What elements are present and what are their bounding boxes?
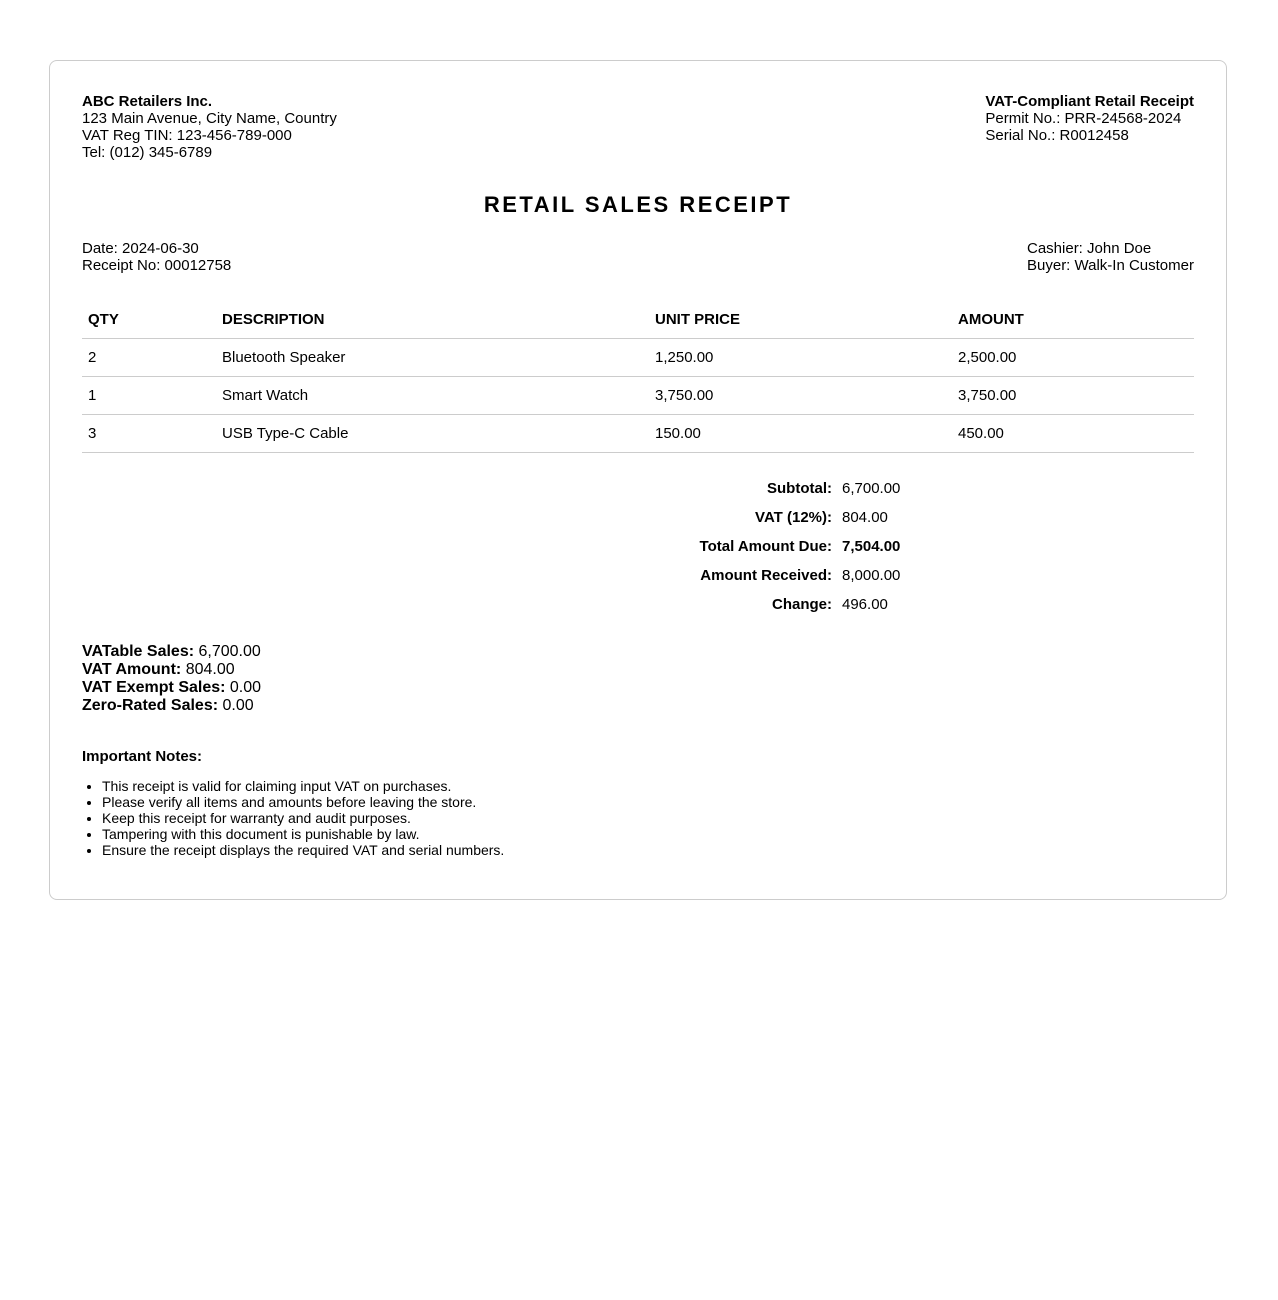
seller-name: ABC Retailers Inc. — [82, 93, 213, 110]
page-title: RETAIL SALES RECEIPT — [483, 192, 793, 217]
cell-description: Smart Watch — [216, 377, 649, 415]
seller-address: 123 Main Avenue, City Name, Country — [82, 110, 337, 127]
total-due-row — [661, 532, 1194, 561]
subtotal-label: Subtotal: — [767, 480, 832, 497]
table-header-row — [82, 301, 1194, 339]
amount-received-value: 8,000.00 — [842, 567, 901, 584]
permit-number: Permit No.: PRR-24568-2024 — [985, 110, 1182, 127]
vatable-sales-value: 6,700.00 — [198, 643, 261, 660]
meta-right — [1027, 240, 1194, 274]
vatable-sales — [82, 643, 1194, 661]
cell-description: Bluetooth Speaker — [216, 339, 649, 377]
receipt-header — [82, 93, 1194, 161]
buyer: Buyer: Walk-In Customer — [1027, 257, 1194, 274]
seller-tel: Tel: (012) 345-6789 — [82, 144, 213, 161]
receipt-number: Receipt No: 00012758 — [82, 257, 232, 274]
amount-received-label: Amount Received: — [700, 567, 832, 584]
receipt-meta — [82, 240, 1194, 274]
vat-exempt-sales-value: 0.00 — [229, 679, 262, 696]
column-header-description: DESCRIPTION — [216, 301, 649, 339]
table-row — [82, 377, 1194, 415]
cell-description: USB Type-C Cable — [216, 415, 649, 453]
change-row — [661, 590, 1194, 619]
cell-unit-price: 3,750.00 — [649, 377, 952, 415]
total-due-value: 7,504.00 — [842, 538, 901, 555]
column-header-unit-price: UNIT PRICE — [649, 301, 952, 339]
vat-amount-label: VAT Amount: — [82, 661, 182, 678]
totals-section — [661, 474, 1194, 619]
vat-exempt-sales-label: VAT Exempt Sales: — [82, 679, 226, 696]
subtotal-row — [661, 474, 1194, 503]
cell-qty: 2 — [82, 339, 216, 377]
list-item: • Keep this receipt for warranty and audit purposes. — [102, 810, 1194, 826]
column-header-qty: QTY — [82, 301, 216, 339]
cell-amount: 2,500.00 — [952, 339, 1194, 377]
change-value: 496.00 — [842, 596, 888, 613]
items-table — [82, 301, 1194, 453]
zero-rated-sales-value: 0.00 — [222, 697, 254, 714]
list-item: • Ensure the receipt displays the required VAT and serial numbers. — [102, 842, 1194, 858]
vat-row — [661, 503, 1194, 532]
vat-label: VAT (12%): — [755, 509, 832, 526]
vat-amount-value: 804.00 — [185, 661, 235, 678]
serial-number: Serial No.: R0012458 — [985, 127, 1129, 144]
change-label: Change: — [772, 596, 832, 613]
cell-amount: 450.00 — [952, 415, 1194, 453]
vat-amount — [82, 661, 1194, 679]
zero-rated-sales-label: Zero-Rated Sales: — [82, 697, 219, 714]
list-item: • Tampering with this document is punishable by law. — [102, 826, 1194, 842]
cell-amount: 3,750.00 — [952, 377, 1194, 415]
receipt-type: VAT-Compliant Retail Receipt — [985, 93, 1194, 110]
notes-title: Important Notes: — [82, 748, 202, 765]
table-row — [82, 339, 1194, 377]
vatable-sales-label: VATable Sales: — [82, 643, 195, 660]
vat-exempt-sales — [82, 679, 1194, 697]
total-due-label: Total Amount Due: — [699, 538, 832, 555]
cell-qty: 1 — [82, 377, 216, 415]
notes-list — [82, 778, 1194, 858]
seller-tin: VAT Reg TIN: 123-456-789-000 — [82, 127, 292, 144]
list-item: • Please verify all items and amounts before leaving the store. — [102, 794, 1194, 810]
meta-left — [82, 240, 231, 274]
subtotal-value: 6,700.00 — [842, 480, 901, 497]
amount-received-row — [661, 561, 1194, 590]
cell-unit-price: 1,250.00 — [649, 339, 952, 377]
receipt-date: Date: 2024-06-30 — [82, 240, 199, 257]
list-item: • This receipt is valid for claiming input VAT on purchases. — [102, 778, 1194, 794]
cell-qty: 3 — [82, 415, 216, 453]
seller-info — [82, 93, 337, 161]
table-row — [82, 415, 1194, 453]
vat-value: 804.00 — [842, 509, 888, 526]
column-header-amount: AMOUNT — [952, 301, 1194, 339]
cashier: Cashier: John Doe — [1027, 240, 1152, 257]
vat-summary — [82, 643, 1194, 715]
receipt — [49, 60, 1227, 900]
receipt-info — [985, 93, 1194, 161]
zero-rated-sales — [82, 697, 1194, 715]
cell-unit-price: 150.00 — [649, 415, 952, 453]
